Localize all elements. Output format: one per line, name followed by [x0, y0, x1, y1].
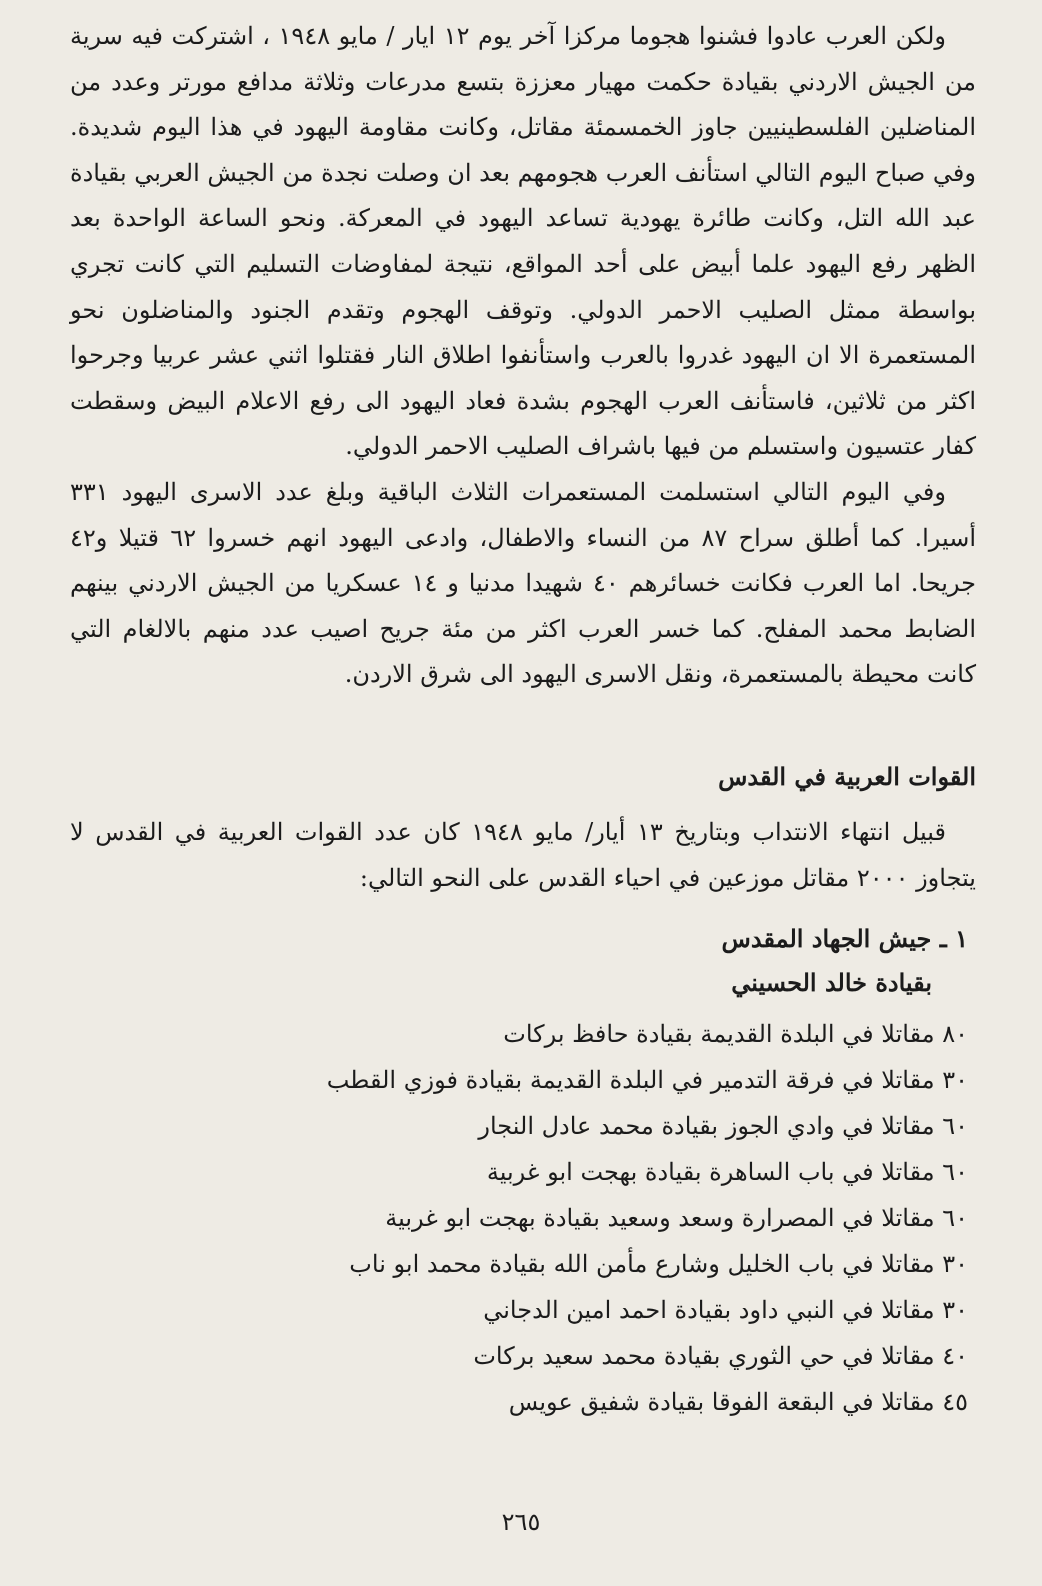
unit-item: ٦٠ مقاتلا في باب الساهرة بقيادة بهجت ابو غربية	[486, 1158, 968, 1187]
unit-item: ٤٠ مقاتلا في حي الثوري بقيادة محمد سعيد بركات	[473, 1342, 968, 1371]
unit-item: ٤٥ مقاتلا في البقعة الفوقا بقيادة شفيق عويس	[508, 1388, 968, 1417]
force-title: ١ ـ جيش الجهاد المقدس	[721, 924, 968, 954]
page-number: ٢٦٥	[501, 1508, 541, 1536]
paragraph-surrender: وفي اليوم التالي استسلمت المستعمرات الثلاث الباقية وبلغ عدد الاسرى اليهود ٣٣١ أسيرا. كما أطلق سراح ٨٧ من النساء والاطفال، وادعى اليهود انهم خسروا ٦٢ قتيلا و٤٢ جريحا. اما العرب فكانت خسائرهم ٤٠ شهيدا مدنيا و ١٤ عسكريا من الجيش الاردني بينهم الضابط محمد المفلح. كما خسر العرب اكثر من مئة جريح اصيب عدد منهم بالالغام التي كانت محيطة بالمستعمرة، ونقل الاسرى اليهود الى شرق الاردن.	[70, 477, 977, 689]
section-intro: قبيل انتهاء الانتداب وبتاريخ ١٣ أيار/ مايو ١٩٤٨ كان عدد القوات العربية في القدس لا يتجاوز ٢٠٠٠ مقاتل موزعين في احياء القدس على النحو التالي:	[70, 817, 976, 892]
unit-item: ٣٠ مقاتلا في فرقة التدمير في البلدة القديمة بقيادة فوزي القطب	[326, 1066, 968, 1095]
unit-item: ٣٠ مقاتلا في باب الخليل وشارع مأمن الله بقيادة محمد ابو ناب	[349, 1250, 968, 1279]
unit-item: ٦٠ مقاتلا في وادي الجوز بقيادة محمد عادل النجار	[478, 1112, 968, 1141]
units-list	[70, 1011, 976, 1425]
section-heading: القوات العربية في القدس	[718, 761, 976, 791]
unit-item: ٣٠ مقاتلا في النبي داود بقيادة احمد امين الدجاني	[483, 1296, 968, 1325]
paragraph-battle: ولكن العرب عادوا فشنوا هجوما مركزا آخر يوم ١٢ ايار / مايو ١٩٤٨ ، اشتركت فيه سرية من الجيش الاردني بقيادة حكمت مهيار معززة بتسع مدرعات وثلاثة مدافع مورتر وعدد من المناضلين الفلسطينيين جاوز الخمسمئة مقاتل، وكانت مقاومة اليهود في هذا اليوم شديدة. وفي صباح اليوم التالي استأنف العرب هجومهم بعد ان وصلت نجدة من الجيش العربي بقيادة عبد الله التل، وكانت طائرة يهودية تساعد اليهود في المعركة. ونحو الساعة الواحدة بعد الظهر رفع اليهود علما أبيض على أحد المواقع، نتيجة لمفاوضات التسليم التي كانت تجري بواسطة ممثل الصليب الاحمر الدولي. وتوقف الهجوم وتقدم الجنود والمناضلون نحو المستعمرة الا ان اليهود غدروا بالعرب واستأنفوا اطلاق النار فقتلوا اثني عشر عربيا وجرحوا اكثر من ثلاثين، فاستأنف العرب الهجوم بشدة فعاد اليهود الى رفع الاعلام البيض وسقطت كفار عتسيون واستسلم من فيها باشراف الصليب الاحمر الدولي.	[70, 22, 977, 461]
force-commander: بقيادة خالد الحسيني	[731, 968, 932, 998]
unit-item: ٨٠ مقاتلا في البلدة القديمة بقيادة حافظ بركات	[503, 1020, 968, 1049]
unit-item: ٦٠ مقاتلا في المصرارة وسعد وسعيد بقيادة بهجت ابو غربية	[385, 1204, 968, 1233]
